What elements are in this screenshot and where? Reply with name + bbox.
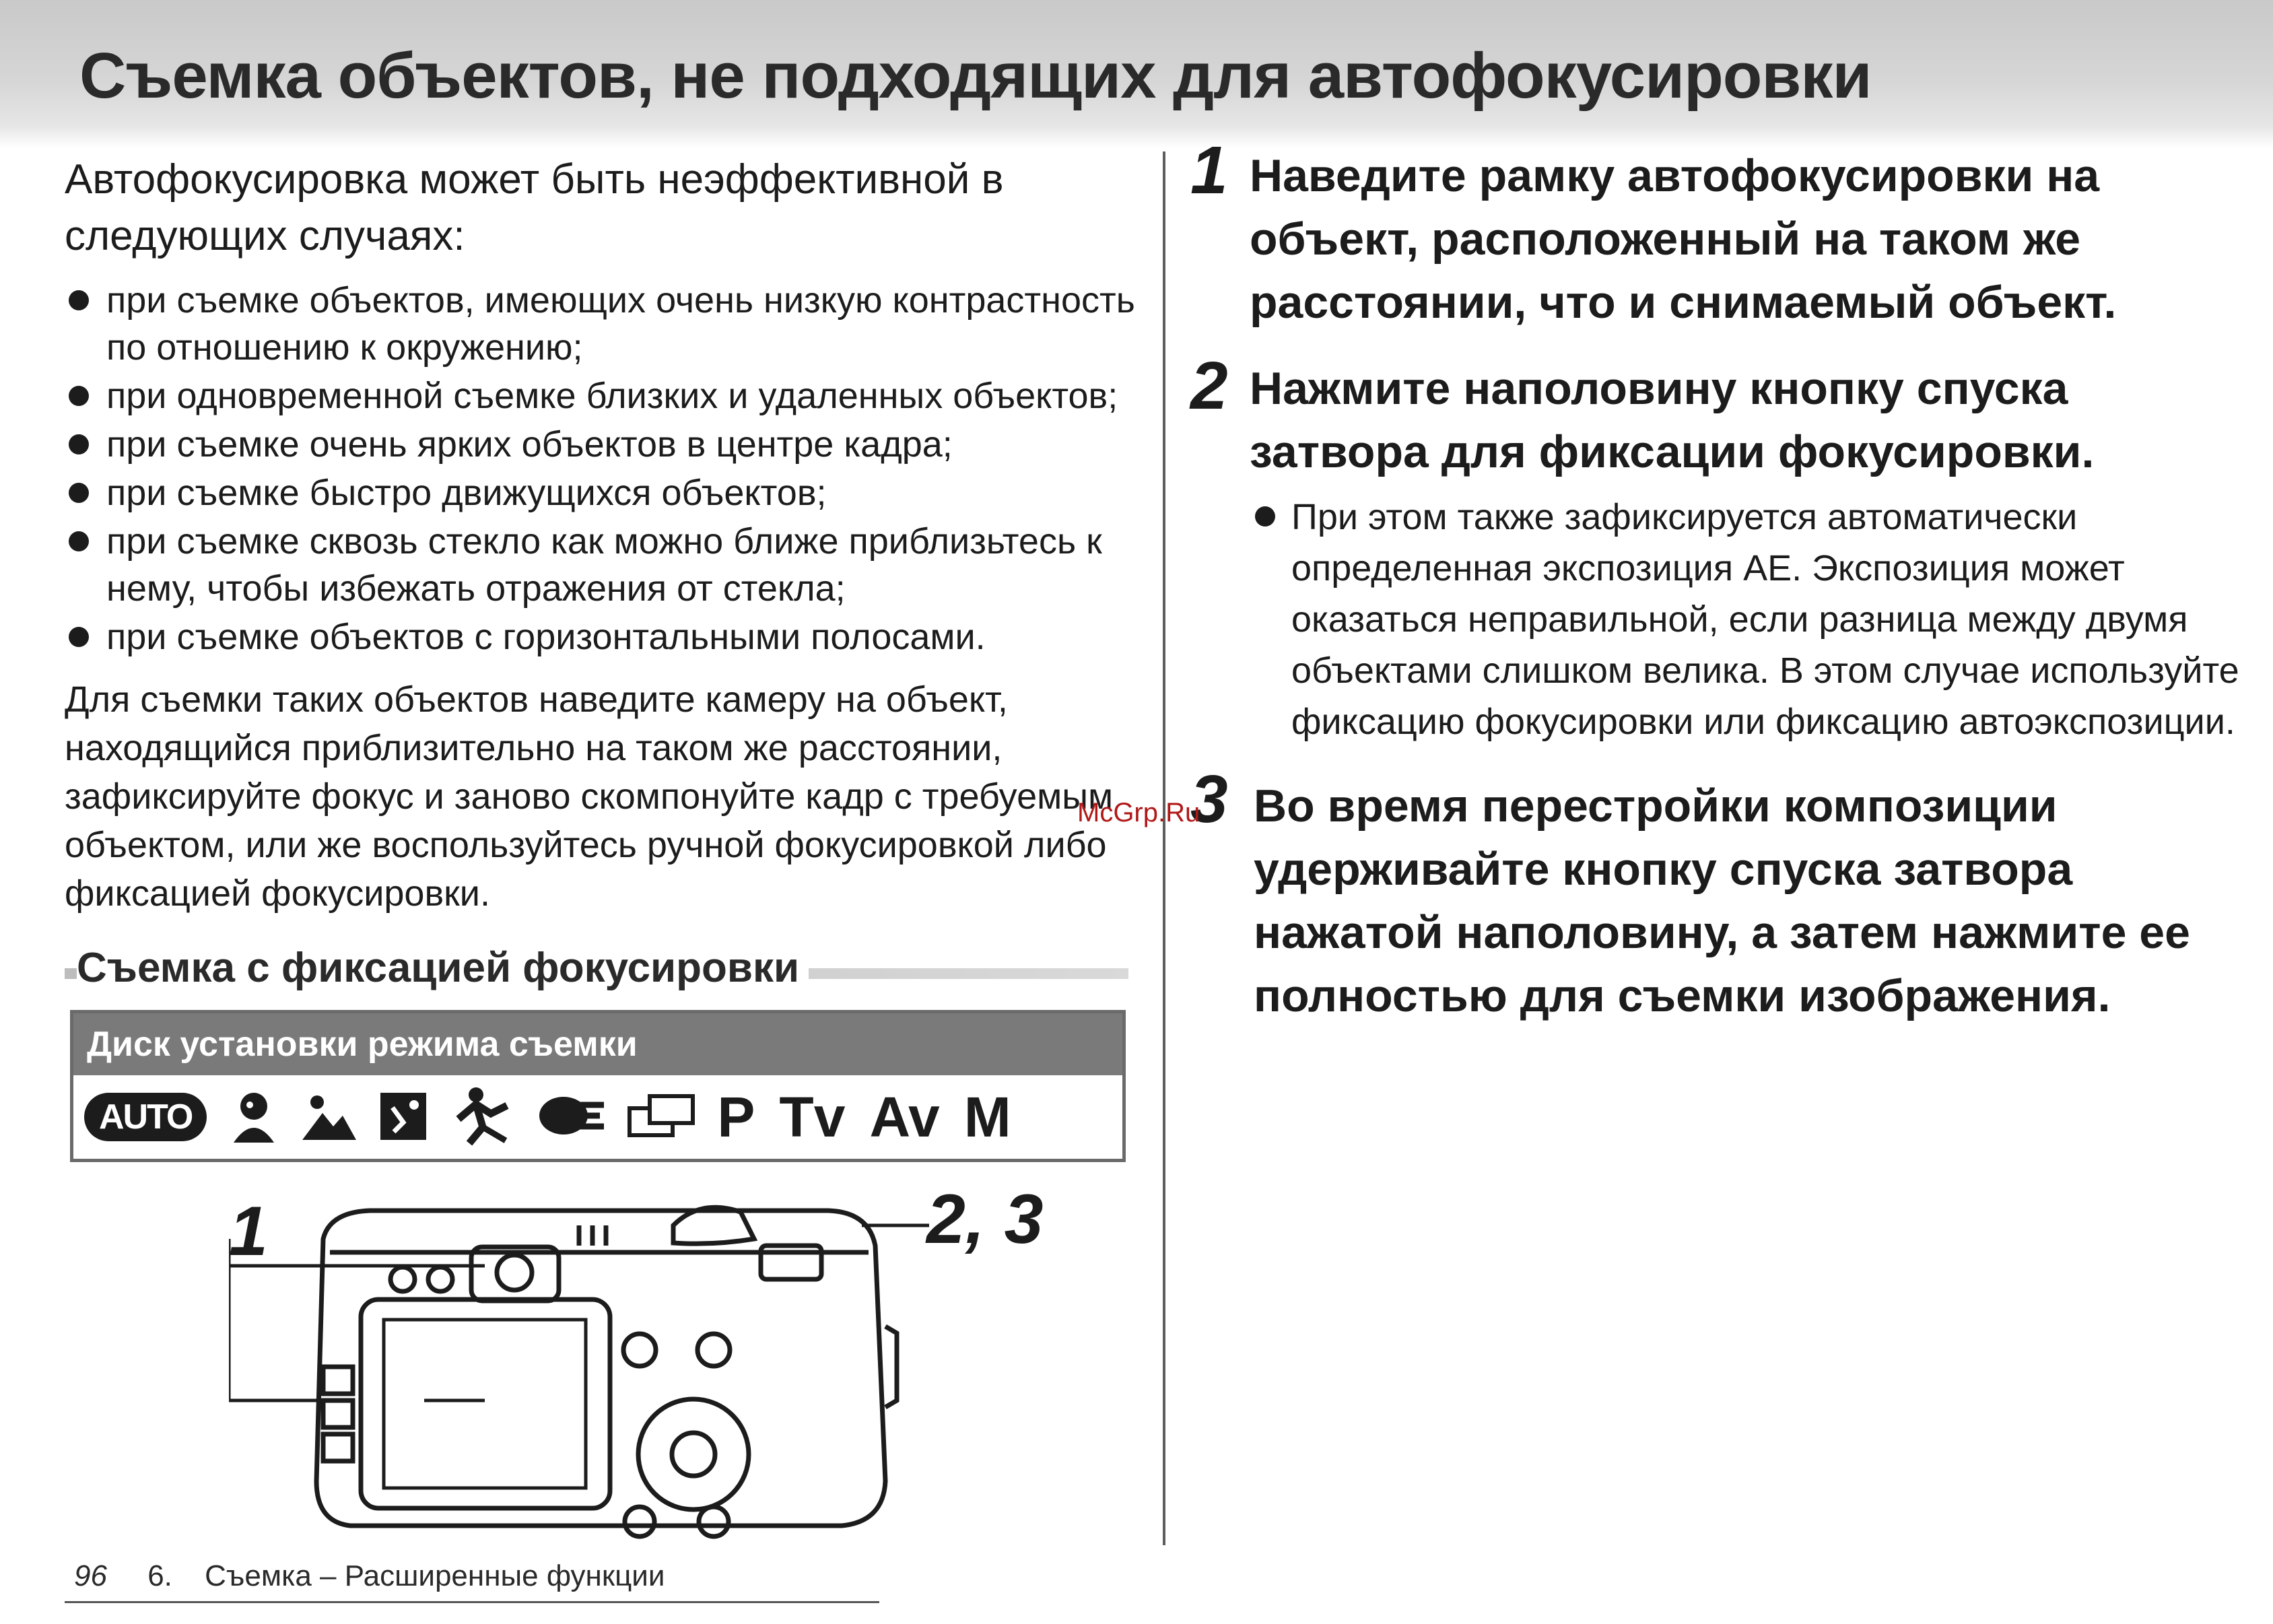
mode-p: P (717, 1085, 755, 1149)
bullet-icon (69, 290, 89, 310)
bullet-icon (69, 483, 89, 503)
page-number: 96 (74, 1559, 107, 1592)
night-scene-icon (378, 1087, 429, 1147)
step-2-text: Нажмите наполовину кнопку спуска затвора для фиксации фокусировки. (1250, 363, 2095, 477)
portrait-icon (227, 1087, 281, 1147)
section-title: Съемка – Расширенные функции (205, 1559, 665, 1592)
step-2-note: При этом также зафиксируется автоматически определенная экспозиция AE. Экспозиция может оказаться неправильной, если разница между двумя объектами слишком велика. В этом случае используйте фиксацию фокусировки или фиксацию автоэкспозиции. (1255, 492, 2273, 747)
step-2-number: 2 (1190, 348, 1228, 424)
mode-icons-row (73, 1075, 1122, 1159)
intro-text: Автофокусировка может быть неэффективной в следующих случаях: (65, 156, 1004, 259)
step-3-text: Во время перестройки композиции удерживайте кнопку спуска затвора нажатой наполовину, а затем нажмите ее полностью для съемки изображения. (1254, 780, 2190, 1021)
mode-dial-box (70, 1010, 1126, 1162)
stitch-assist-icon (537, 1089, 607, 1146)
mode-av: Av (869, 1085, 940, 1149)
step-1-text: Наведите рамку автофокусировки на объект, расположенный на таком же расстоянии, что и снимаемый объект. (1250, 150, 2117, 328)
page-footer (74, 1559, 665, 1593)
step-3-number: 3 (1190, 762, 1228, 837)
callout-1: 1 (229, 1192, 268, 1271)
bullet-icon (69, 386, 89, 406)
list-item: при съемке сквозь стекло как можно ближе приблизьтесь к нему, чтобы избежать отражения от стекла; (65, 518, 1142, 612)
auto-mode-icon: AUTO (84, 1093, 207, 1141)
list-item: при съемке объектов, имеющих очень низкую контрастность по отношению к окружению; (65, 277, 1142, 371)
bullet-list (65, 277, 1142, 661)
mode-m: M (963, 1085, 1011, 1149)
callout-2-3: 2, 3 (926, 1180, 1044, 1258)
subheading-text: Съемка с фиксацией фокусировки (77, 944, 809, 992)
list-item: при съемке очень ярких объектов в центре кадра; (65, 421, 1142, 468)
list-item: при одновременной съемке близких и удаленных объектов; (65, 372, 1142, 419)
movie-icon (627, 1092, 697, 1143)
section-number: 6. (147, 1559, 172, 1592)
body-paragraph: Для съемки таких объектов наведите камеру на объект, находящийся приблизительно на таком же расстоянии, зафиксируйте фокус и заново скомпонуйте кадр с требуемым объектом, или же воспользуйтесь ручной фокусировкой либо фиксацией фокусировки. (65, 679, 1114, 914)
bullet-icon (1255, 506, 1275, 527)
mode-dial-header: Диск установки режима съемки (73, 1013, 1122, 1075)
sports-icon (449, 1085, 516, 1149)
footer-rule (65, 1601, 879, 1603)
subheading (65, 944, 1128, 991)
list-item: при съемке объектов с горизонтальными полосами. (65, 613, 1142, 661)
landscape-icon (301, 1087, 358, 1147)
mode-tv: Tv (779, 1085, 846, 1149)
column-divider (1163, 151, 1165, 1545)
bullet-icon (69, 627, 89, 647)
bullet-icon (69, 434, 89, 454)
watermark: McGrp.Ru (1077, 798, 1200, 827)
page-title: Съемка объектов, не подходящих для автофокусировки (79, 40, 1872, 112)
list-item: при съемке быстро движущихся объектов; (65, 469, 1142, 516)
camera-illustration (229, 1185, 929, 1549)
bullet-icon (69, 531, 89, 551)
left-column (65, 151, 1142, 918)
step-1-number: 1 (1190, 133, 1228, 208)
